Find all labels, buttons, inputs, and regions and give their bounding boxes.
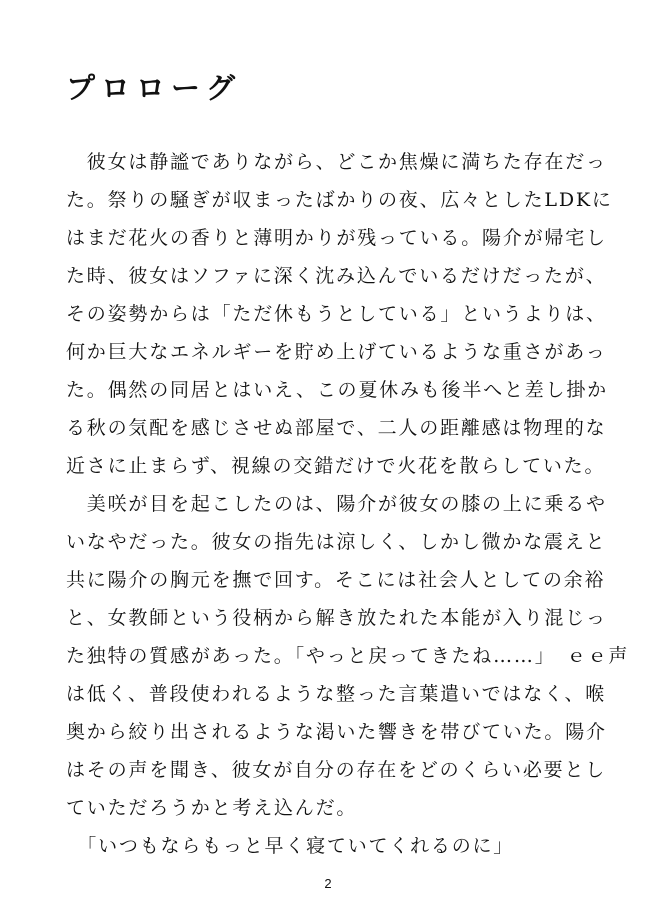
text-line: は低く、普段使われるような整った言葉遣いではなく、喉	[66, 683, 607, 705]
text-line: その姿勢からは「ただ休もうとしている」というよりは、	[66, 303, 607, 325]
text-line: いなやだった。彼女の指先は涼しく、しかし微かな震えと	[66, 531, 607, 553]
text-line: 「いつもならもっと早く寝ていてくれるのに」	[66, 835, 515, 857]
text-line: た時、彼女はソファに深く沈み込んでいるだけだったが、	[66, 265, 607, 287]
text-line: はその声を聞き、彼女が自分の存在をどのくらい必要とし	[66, 759, 607, 781]
text-line: 近さに止まらず、視線の交錯だけで火花を散らしていた。	[66, 455, 606, 477]
chapter-title: プロローグ	[66, 71, 242, 105]
body-text	[66, 143, 630, 865]
text-line: 何か巨大なエネルギーを貯め上げているような重さがあっ	[66, 341, 607, 363]
text-line: ていただろうかと考え込んだ。	[66, 797, 358, 819]
text-line: 奥から絞り出されるような渇いた響きを帯びていた。陽介	[66, 721, 607, 743]
page-number: 2	[324, 876, 332, 891]
text-line: 共に陽介の胸元を撫で回す。そこには社会人としての余裕	[66, 569, 606, 591]
text-line: る秋の気配を感じさせぬ部屋で、二人の距離感は物理的な	[66, 417, 607, 439]
text-line: 彼女は静謐でありながら、どこか焦燥に満ちた存在だっ	[66, 151, 607, 173]
text-line: と、女教師という役柄から解き放たれた本能が入り混じっ	[66, 607, 607, 629]
text-line: た独特の質感があった。「やっと戻ってきたね……」 ｅｅ声	[66, 645, 630, 667]
text-line: た。祭りの騒ぎが収まったばかりの夜、広々としたLDKに	[66, 189, 613, 211]
text-line: はまだ花火の香りと薄明かりが残っている。陽介が帰宅し	[66, 227, 607, 249]
text-line: た。偶然の同居とはいえ、この夏休みも後半へと差し掛か	[66, 379, 608, 401]
text-line: 美咲が目を起こしたのは、陽介が彼女の膝の上に乗るや	[66, 493, 607, 515]
